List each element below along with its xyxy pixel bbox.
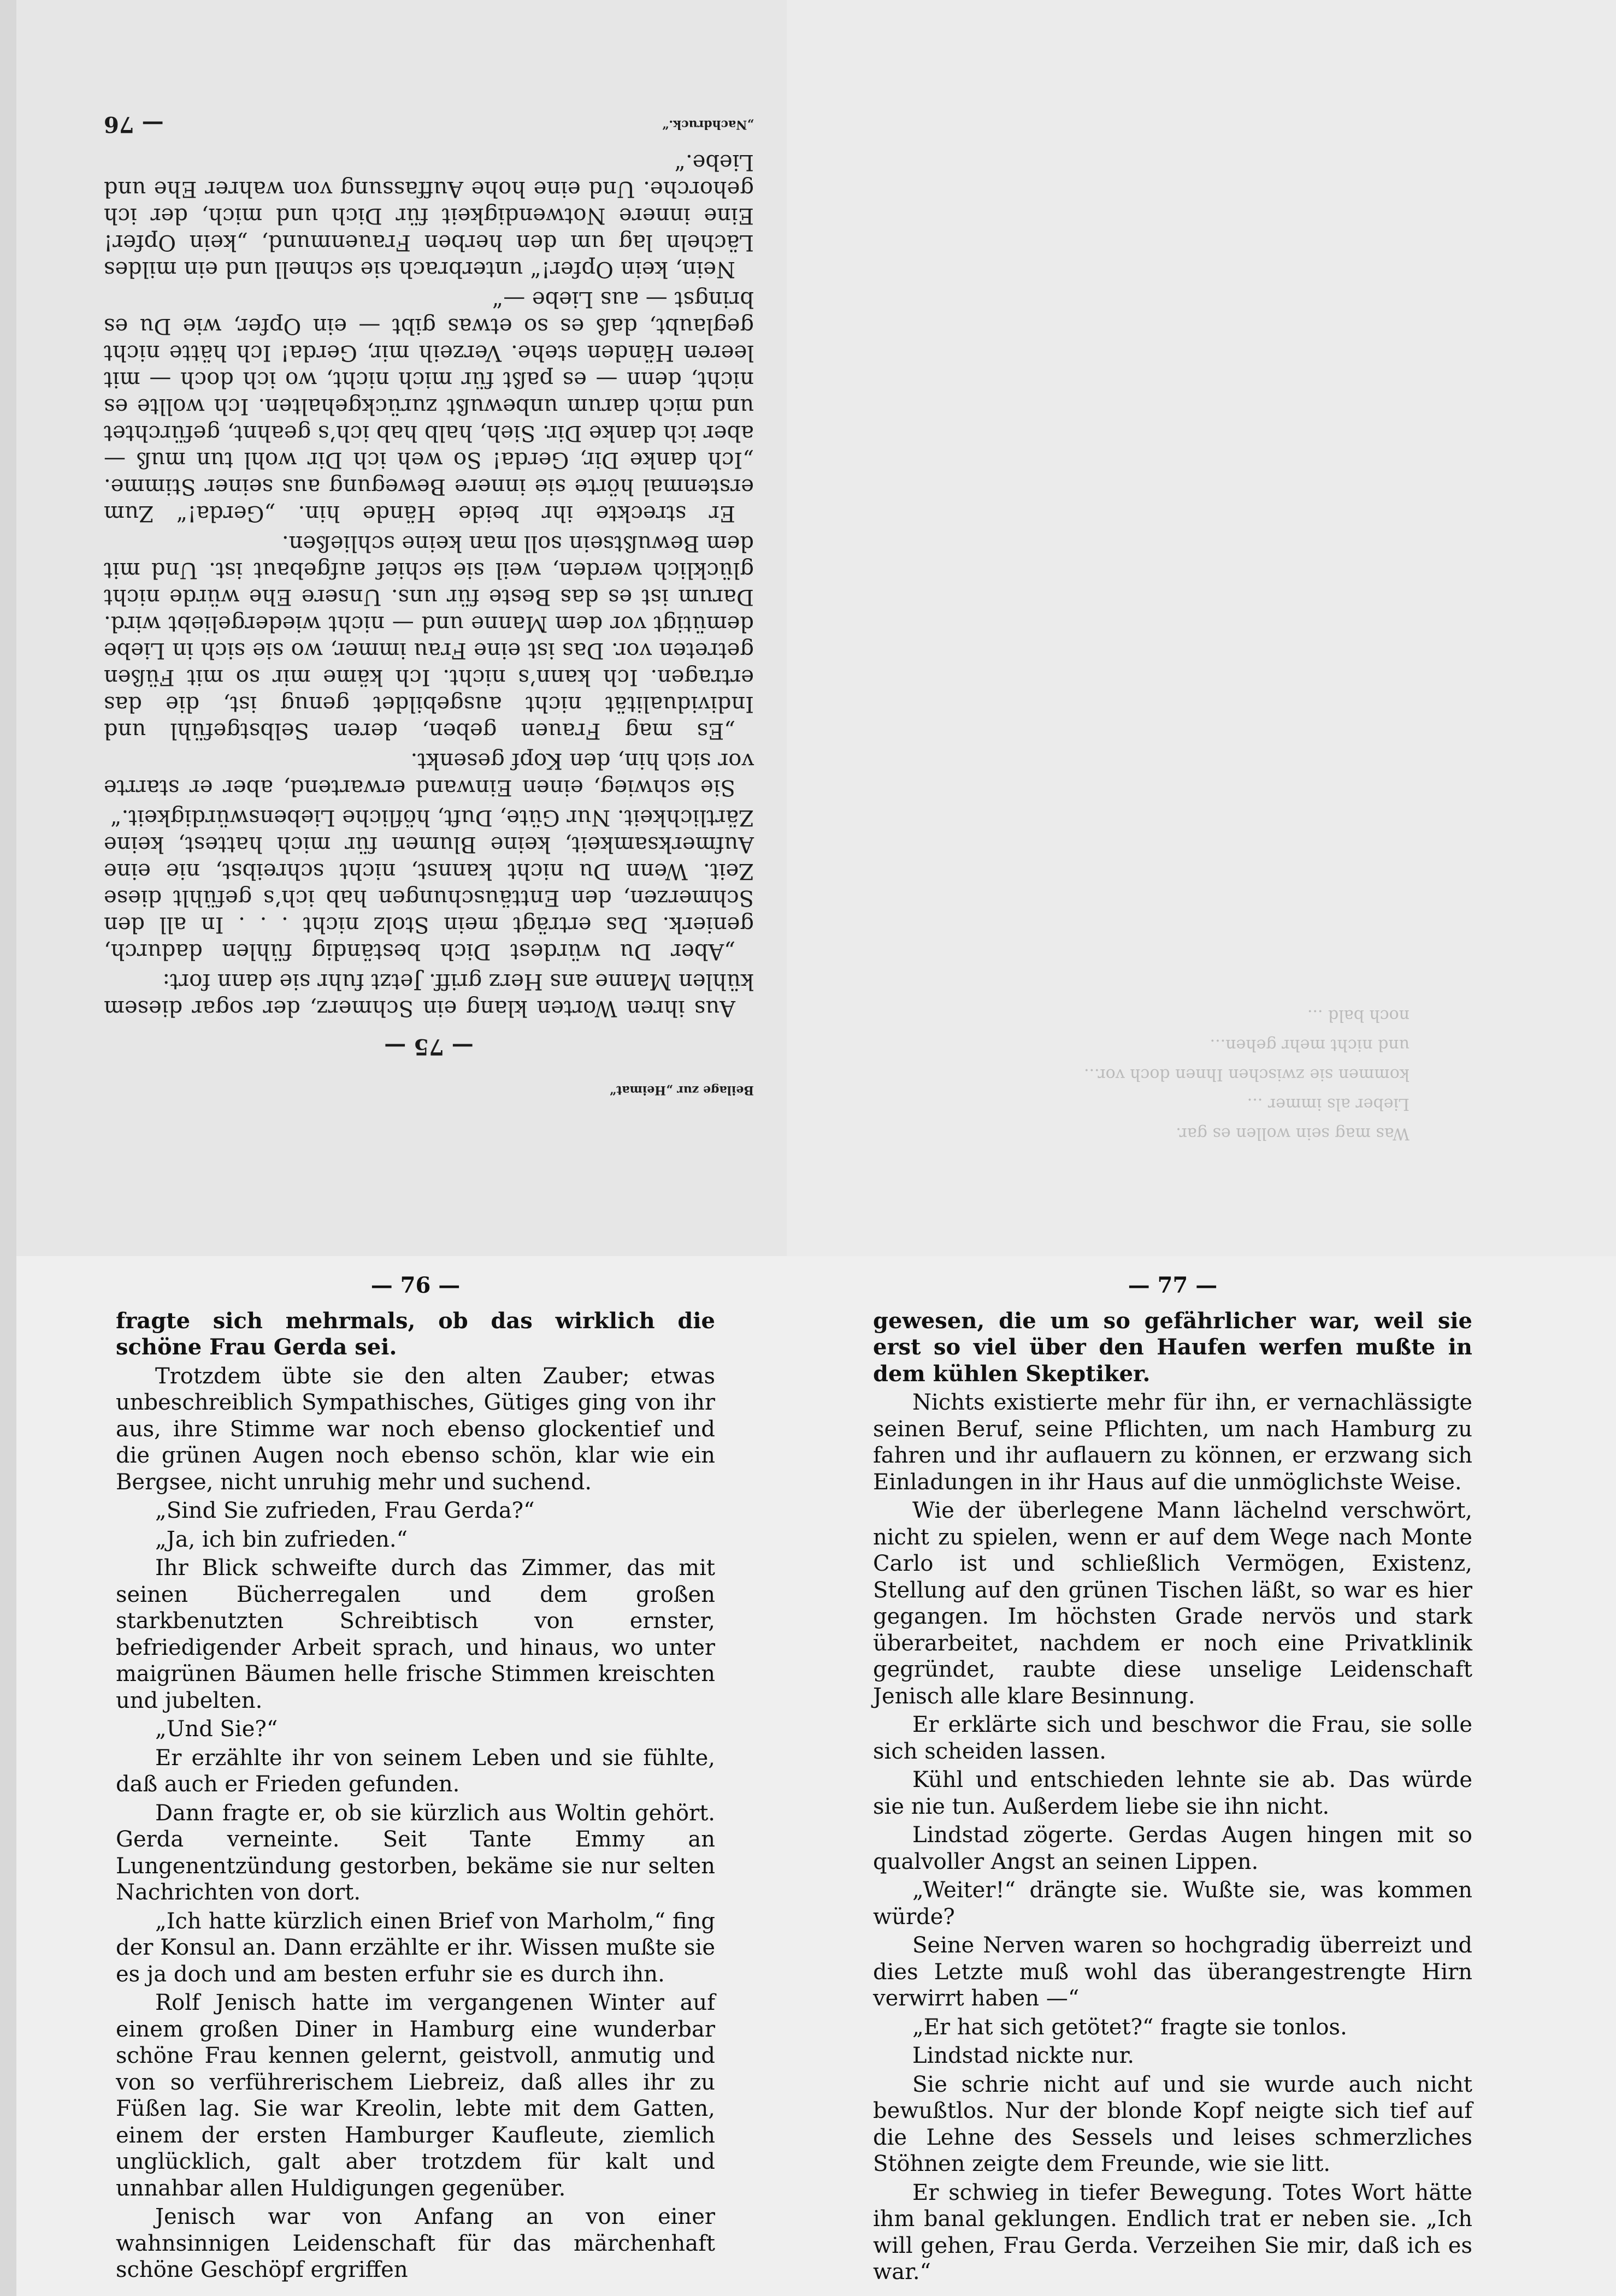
right-paragraph: „Er hat sich getötet?“ fragte sie tonlos.: [912, 2014, 1347, 2040]
ghost-line: kommen sie zwischen Ihnen doch vor...: [1084, 1065, 1409, 1084]
left-paragraph: Ihr Blick schweifte durch das Zimmer, das mit seinen Bücherregalen und dem großen starkbenutzten Schreibtisch von ernster, befriedigender Arbeit sprach, und hinaus, wo unter maigrünen Bäumen helle frische Stimmen kreischten und jubelten.: [116, 1555, 715, 1713]
right-paragraph: Nichts existierte mehr für ihn, er vernachlässigte seinen Beruf, seine Pflichten, um nach Hamburg zu fahren und ihr auflauern zu können, er erzwang sich Einladungen in ihr Haus auf die unmöglichste Weise.: [873, 1390, 1472, 1495]
right-paragraph: Wie der überlegene Mann lächelnd verschwört, nicht zu spielen, wenn er auf dem Wege nach Monte Carlo ist und schließlich Vermögen, Existenz, Stellung auf den grünen Tischen läßt, so war es hier gegangen. Im höchsten Grade nervös und stark überarbeitet, nachdem er noch eine Privatklinik gegründet, raubte diese unselige Leidenschaft Jenisch alle klare Besinnung.: [873, 1498, 1472, 1709]
left-page-number: — 76 —: [370, 1273, 461, 1298]
left-paragraph: Rolf Jenisch hatte im vergangenen Winter auf einem großen Diner in Hamburg eine wunderbar schöne Frau kennen gelernt, geistvoll, anmutig und von so verführerischem Liebreiz, daß alles ihr zu Füßen lag. Sie war Kreolin, lebte mit dem Gatten, einem der ersten Hamburger Kaufleute, ziemlich unglücklich, galt aber trotzdem für kalt und unnahbar allen Huldigungen gegenüber.: [116, 1990, 715, 2201]
right-paragraph: Sie schrie nicht auf und sie wurde auch nicht bewußtlos. Nur der blonde Kopf neigte sich tief auf die Lehne des Sessels und leises schmerzliches Stöhnen zeigte dem Freunde, wie sie litt.: [873, 2072, 1472, 2176]
upside-paragraph: Nein, kein Opfer!“ unterbrach sie schnell und ein mildes Lächeln lag um den herben Frauenmund, „kein Opfer! Eine innere Notwendigkeit für Dich und mich, der ich gehorche. Und eine hohe Auffassung von wahrer Ehe und Liebe.“: [104, 150, 754, 282]
ghost-line: noch bald ...: [1307, 1006, 1409, 1025]
right-paragraph: Kühl und entschieden lehnte sie ab. Das würde sie nie tun. Außerdem liebe sie ihn nicht.: [873, 1767, 1472, 1819]
left-paragraph: fragte sich mehrmals, ob das wirklich die schöne Frau Gerda sei.: [116, 1307, 715, 1360]
bleed-through-text: [863, 655, 1409, 1147]
right-paragraph: „Weiter!“ drängte sie. Wußte sie, was kommen würde?: [873, 1878, 1472, 1930]
right-paragraph: gewesen, die um so gefährlicher war, weil sie erst so viel über den Haufen werfen mußte in dem kühlen Skeptiker.: [873, 1307, 1472, 1387]
upside-paragraph: „Aber Du würdest Dich beständig fühlen dadurch, genierk. Das erträgt mein Stolz nicht . . . In all den Schmerzen, den Enttäuschungen hab ich’s gefühlt diese Zeit. Wenn Du nicht kannst, nicht schreibst, nie eine Aufmerksamkeit, keine Blumen für mich hattest, keine Zärtlichkeit. Nur Güte, Duft, höfliche Liebenswürdigkeit.“: [104, 805, 754, 964]
right-page-column: [873, 1273, 1472, 2288]
ghost-line: Was mag sein wollen es gar.: [1176, 1124, 1409, 1143]
left-paragraph: Dann fragte er, ob sie kürzlich aus Woltin gehört. Gerda verneinte. Seit Tante Emmy an Lungenentzündung gestorben, bekäme sie nur selten Nachrichten von dort.: [116, 1800, 715, 1905]
left-paragraph: Jenisch war von Anfang an von einer wahnsinnigen Leidenschaft für das märchenhaft schöne Geschöpf ergriffen: [116, 2204, 715, 2282]
ghost-line: und nicht mehr gehen...: [1210, 1035, 1409, 1055]
upside-page-number: — 75 —: [384, 1034, 474, 1060]
ghost-line: Lieber als immer ...: [1247, 1094, 1409, 1114]
left-page-column: [116, 1273, 715, 2286]
upside-paragraph: „Es mag Frauen geben, deren Selbstgefühl und Individualität nicht ausgebildet genug ist, die das ertragen. Ich kann’s nicht. Ich käme mir so mit Füßen getreten vor. Das ist eine Frau immer, wo sie sich in Liebe demütigt vor dem Manne und — nicht wiedergeliebt wird. Darum ist es das Beste für uns. Unsere Ehe würde nicht glücklich werden, weil sie schief aufgebaut ist. Und mit dem Bewußtsein soll man keine schließen.: [104, 531, 754, 743]
left-paragraph: Er erzählte ihr von seinem Leben und sie fühlte, daß auch er Frieden gefunden.: [116, 1745, 715, 1797]
right-paragraph: Er schwieg in tiefer Bewegung. Totes Wort hätte ihm banal geklungen. Endlich trat er neben sie. „Ich will gehen, Frau Gerda. Verzeihen Sie mir, daß ich es war.“: [873, 2180, 1472, 2285]
left-paragraph: „Und Sie?“: [155, 1717, 278, 1742]
right-page-number: — 77 —: [1128, 1273, 1218, 1298]
right-paragraph: Lindstad zögerte. Gerdas Augen hingen mit so qualvoller Angst an seinen Lippen.: [873, 1822, 1472, 1874]
upside-paragraph: Sie schwieg, einen Einwand erwartend, aber er starrte vor sich hin, den Kopf gesenkt.: [104, 748, 754, 800]
right-paragraph: Er erklärte sich und beschwor die Frau, sie solle sich scheiden lassen.: [873, 1712, 1472, 1764]
upside-down-page-text: [104, 111, 754, 1103]
upside-paragraph: Er streckte ihr beide Hände hin. „Gerda!“ Zum erstenmal hörte sie innere Bewegung aus seiner Stimme. „Ich danke Dir, Gerda! So weh ich Dir wohl tun muß — aber ich danke Dir. Sieh, halb hab ich’s geahnt, gefürchtet und mich darum unbewußt zurückgehalten. Ich wollte es nicht, denn — es paßt für mich nicht, wo ich doch — mit leeren Händen stehe. Verzeih mir, Gerda! Ich hätte nicht geglaubt, daß es so etwas gibt — ein Opfer, wie Du es bringst — aus Liebe —“: [104, 287, 754, 526]
upside-header: Beilage zur „Heimat“: [609, 1083, 754, 1097]
scan-edge: [0, 0, 16, 2296]
upside-bottom-number: — 76: [104, 111, 164, 137]
left-paragraph: „Ich hatte kürzlich einen Brief von Marholm,“ fing der Konsul an. Dann erzählte er ihr. Wissen mußte sie es ja doch und am besten erfuhr sie es durch ihn.: [116, 1908, 715, 1987]
left-paragraph: „Ja, ich bin zufrieden.“: [155, 1526, 408, 1552]
right-paragraph: Seine Nerven waren so hochgradig überreizt und dies Letzte muß wohl das überangestrengte Hirn verwirrt haben —“: [873, 1933, 1472, 2011]
upside-signature: „Nachdruck.“: [662, 117, 754, 132]
left-paragraph: Trotzdem übte sie den alten Zauber; etwas unbeschreiblich Sympathisches, Gütiges ging von ihr aus, ihre Stimme war noch ebenso glockentief und die grünen Augen noch ebenso schön, klar wie ein Bergsee, nicht unruhig mehr und suchend.: [116, 1363, 715, 1495]
right-paragraph: Lindstad nickte nur.: [912, 2043, 1135, 2068]
left-paragraph: „Sind Sie zufrieden, Frau Gerda?“: [155, 1498, 535, 1523]
upside-paragraph: Aus ihren Worten klang ein Schmerz, der sogar diesem kühlen Manne ans Herz griff. Jetzt fuhr sie dann fort:: [104, 969, 754, 1021]
